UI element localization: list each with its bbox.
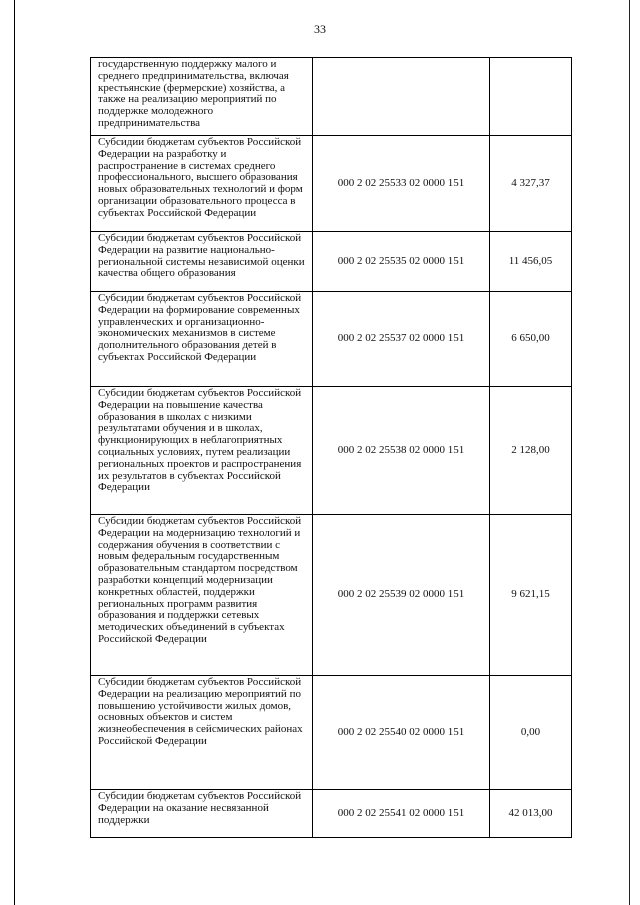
budget-table <box>90 57 572 838</box>
income-name-cell: Субсидии бюджетам субъектов Российской Федерации на оказание несвязанной поддержки <box>91 790 313 838</box>
budget-code-cell: 000 2 02 25533 02 0000 151 <box>313 136 490 232</box>
amount-cell: 4 327,37 <box>490 136 572 232</box>
table-row <box>91 292 572 387</box>
amount-cell: 11 456,05 <box>490 232 572 292</box>
table-row <box>91 515 572 676</box>
table-row <box>91 387 572 515</box>
income-name-cell: государственную поддержку малого и среднего предпринимательства, включая крестьянские (фермерские) хозяйства, а также на реализацию мероприятий по поддержке молодежного предпринимательства <box>91 58 313 136</box>
page-number: 33 <box>314 22 326 36</box>
budget-code-cell: 000 2 02 25535 02 0000 151 <box>313 232 490 292</box>
table-row <box>91 676 572 790</box>
table-row <box>91 58 572 136</box>
amount-cell <box>490 58 572 136</box>
amount-cell: 0,00 <box>490 676 572 790</box>
income-name-cell: Субсидии бюджетам субъектов Российской Федерации на формирование современных управленческих и организационно-экономических механизмов в системе дополнительного образования детей в субъектах Российской Федерации <box>91 292 313 387</box>
amount-cell: 42 013,00 <box>490 790 572 838</box>
table-row <box>91 232 572 292</box>
table-row <box>91 790 572 838</box>
budget-code-cell: 000 2 02 25539 02 0000 151 <box>313 515 490 676</box>
budget-code-cell: 000 2 02 25538 02 0000 151 <box>313 387 490 515</box>
income-name-cell: Субсидии бюджетам субъектов Российской Федерации на модернизацию технологий и содержания обучения в соответствии с новым федеральным государственным образовательным стандартом посредством разработки концепций модернизации конкретных областей, поддержки региональных программ развития образования и поддержки сетевых методических объединений в субъектах Российской Федерации <box>91 515 313 676</box>
income-name-cell: Субсидии бюджетам субъектов Российской Федерации на реализацию мероприятий по повышению устойчивости жилых домов, основных объектов и систем жизнеобеспечения в сейсмических районах Российской Федерации <box>91 676 313 790</box>
budget-code-cell: 000 2 02 25537 02 0000 151 <box>313 292 490 387</box>
budget-code-cell: 000 2 02 25541 02 0000 151 <box>313 790 490 838</box>
scan-edge-left <box>14 0 15 905</box>
budget-code-cell: 000 2 02 25540 02 0000 151 <box>313 676 490 790</box>
income-name-cell: Субсидии бюджетам субъектов Российской Федерации на разработку и распространение в системах среднего профессионального, высшего образования новых образовательных технологий и форм организации образовательного процесса в субъектах Российской Федерации <box>91 136 313 232</box>
scan-edge-right <box>629 0 630 905</box>
budget-code-cell <box>313 58 490 136</box>
amount-cell: 9 621,15 <box>490 515 572 676</box>
amount-cell: 6 650,00 <box>490 292 572 387</box>
budget-table-body <box>91 58 572 838</box>
amount-cell: 2 128,00 <box>490 387 572 515</box>
income-name-cell: Субсидии бюджетам субъектов Российской Федерации на повышение качества образования в школах с низкими результатами обучения и в школах, функционирующих в неблагоприятных социальных условиях, путем реализации региональных проектов и распространения их результатов в субъектах Российской Федерации <box>91 387 313 515</box>
income-name-cell: Субсидии бюджетам субъектов Российской Федерации на развитие национально-региональной системы независимой оценки качества общего образования <box>91 232 313 292</box>
table-row <box>91 136 572 232</box>
